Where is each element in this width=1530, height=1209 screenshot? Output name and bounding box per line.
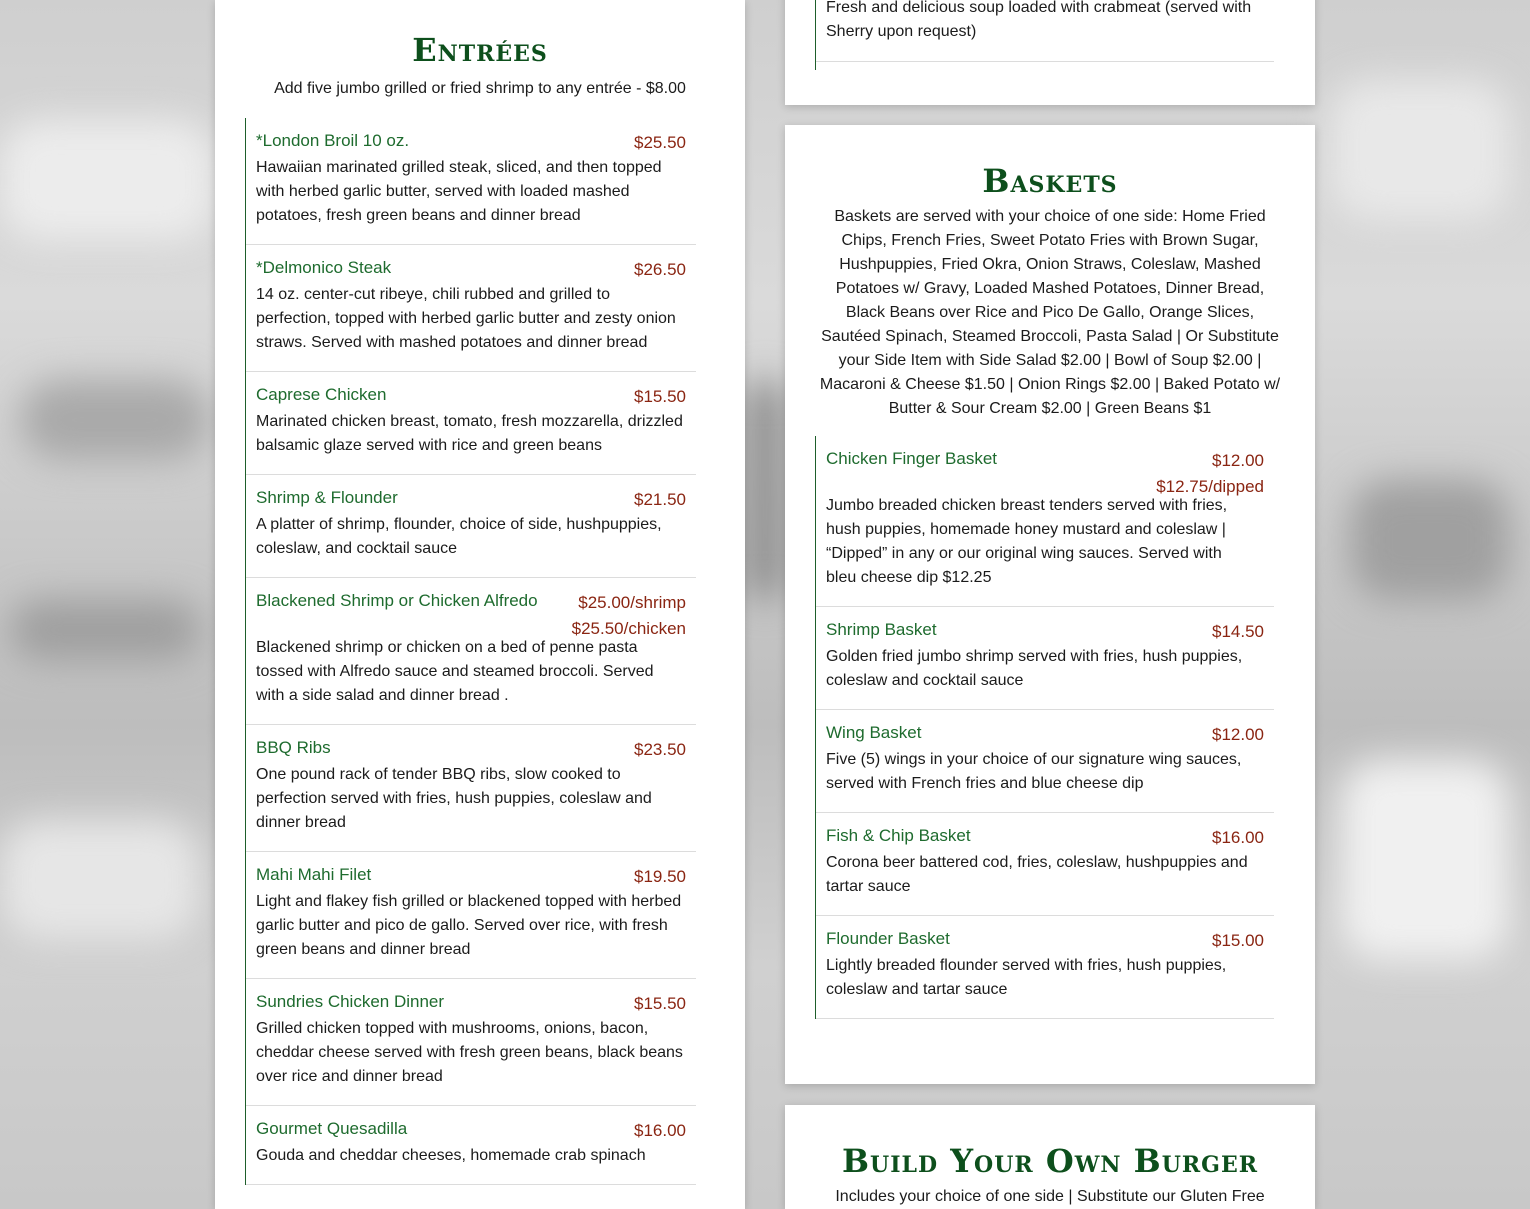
- list-item: [816, 436, 1274, 607]
- item-name: *Delmonico Steak: [256, 258, 392, 277]
- item-price: [1212, 619, 1264, 645]
- item-name: Gourmet Quesadilla: [256, 1119, 408, 1138]
- price-line: $14.50: [1212, 622, 1264, 641]
- baskets-card: [785, 125, 1315, 1084]
- item-description: Marinated chicken breast, tomato, fresh mozzarella, drizzled balsamic glaze served with rice and green beans: [256, 413, 683, 454]
- list-item: [816, 813, 1274, 916]
- price-line: $19.50: [634, 867, 686, 886]
- item-price: [634, 384, 686, 410]
- item-header: [256, 991, 686, 1017]
- item-name: Wing Basket: [826, 723, 922, 742]
- item-name: Caprese Chicken: [256, 385, 387, 404]
- item-description: Five (5) wings in your choice of our signature wing sauces, served with French fries and blue cheese dip: [826, 751, 1242, 792]
- baskets-list: [815, 436, 1274, 1019]
- item-header: [256, 487, 686, 513]
- list-item: [246, 852, 696, 979]
- item-header: [826, 928, 1264, 954]
- burger-card: [785, 1105, 1315, 1209]
- item-price: [1212, 722, 1264, 748]
- price-line: $15.50: [634, 387, 686, 406]
- item-name: Fish & Chip Basket: [826, 826, 971, 845]
- entrees-note: Add five jumbo grilled or fried shrimp to any entrée - $8.00: [274, 80, 686, 97]
- list-item: [246, 118, 696, 245]
- price-line: $15.50: [634, 994, 686, 1013]
- item-price: [634, 130, 686, 156]
- list-item: [246, 245, 696, 372]
- item-header: [826, 825, 1264, 851]
- list-item: [246, 372, 696, 475]
- item-price: [1212, 825, 1264, 851]
- item-description: Light and flakey fish grilled or blackened topped with herbed garlic butter and pico de gallo. Served over rice, with fresh green beans and dinner bread: [256, 893, 682, 958]
- list-item: [816, 916, 1274, 1019]
- price-line: $16.00: [1212, 828, 1264, 847]
- item-price: [634, 991, 686, 1017]
- item-name: Shrimp Basket: [826, 620, 937, 639]
- item-description: Jumbo breaded chicken breast tenders served with fries, hush puppies, homemade honey mustard and coleslaw | “Dipped” in any or our original wing sauces. Served with bleu cheese dip $12.25: [826, 497, 1228, 586]
- price-line: $12.00: [1212, 451, 1264, 470]
- item-price: [1156, 448, 1264, 500]
- item-name: Chicken Finger Basket: [826, 449, 998, 468]
- item-name: Flounder Basket: [826, 929, 950, 948]
- item-header: [256, 864, 686, 890]
- price-line: $25.00/shrimp: [578, 593, 686, 612]
- baskets-title: Baskets: [982, 162, 1118, 200]
- entrees-title: Entrées: [412, 31, 548, 69]
- list-item: [816, 0, 1274, 62]
- item-header: [826, 722, 1264, 748]
- item-price: [634, 257, 686, 283]
- item-description: Blackened shrimp or chicken on a bed of penne pasta tossed with Alfredo sauce and steamed broccoli. Served with a side salad and dinner bread .: [256, 639, 654, 704]
- price-line: $12.00: [1212, 725, 1264, 744]
- item-description: Fresh and delicious soup loaded with crabmeat (served with Sherry upon request): [826, 0, 1252, 40]
- price-line: $25.50/chicken: [571, 619, 686, 638]
- item-price: [634, 864, 686, 890]
- price-line: $23.50: [634, 740, 686, 759]
- item-header: [256, 590, 686, 642]
- item-name: Blackened Shrimp or Chicken Alfredo: [256, 591, 538, 610]
- price-line: $21.50: [634, 490, 686, 509]
- item-description: One pound rack of tender BBQ ribs, slow cooked to perfection served with fries, hush puppies, coleslaw and dinner bread: [256, 766, 652, 831]
- item-price: [1212, 928, 1264, 954]
- item-price: [634, 737, 686, 763]
- list-item: [246, 725, 696, 852]
- entrees-card: [215, 0, 745, 1209]
- item-name: Shrimp & Flounder: [256, 488, 398, 507]
- burger-note: Includes your choice of one side | Substitute our Gluten Free: [835, 1188, 1265, 1205]
- price-line: $25.50: [634, 133, 686, 152]
- item-header: [256, 1118, 686, 1144]
- item-description: Gouda and cheddar cheeses, homemade crab spinach: [256, 1147, 646, 1164]
- list-item: [246, 1106, 696, 1185]
- list-item: [816, 607, 1274, 710]
- price-line: $16.00: [634, 1121, 686, 1140]
- list-item: [246, 475, 696, 578]
- item-header: [256, 257, 686, 283]
- item-description: Hawaiian marinated grilled steak, sliced, and then topped with herbed garlic butter, served with loaded mashed potatoes, fresh green beans and dinner bread: [256, 159, 662, 224]
- entrees-list: [245, 118, 696, 1185]
- burger-title: Build Your Own Burger: [841, 1142, 1258, 1180]
- item-description: Lightly breaded flounder served with fries, hush puppies, coleslaw and tartar sauce: [826, 957, 1227, 998]
- list-item: [246, 578, 696, 725]
- item-name: Sundries Chicken Dinner: [256, 992, 445, 1011]
- item-price: [634, 1118, 686, 1144]
- item-price: [634, 487, 686, 513]
- item-header: [256, 384, 686, 410]
- price-line: $12.75/dipped: [1156, 477, 1264, 496]
- soup-card: [785, 0, 1315, 105]
- item-header: [826, 448, 1264, 500]
- item-description: A platter of shrimp, flounder, choice of side, hushpuppies, coleslaw, and cocktail sauce: [256, 516, 662, 557]
- list-item: [246, 979, 696, 1106]
- item-header: [256, 130, 686, 156]
- item-header: [256, 737, 686, 763]
- baskets-note: Baskets are served with your choice of one side: Home Fried Chips, French Fries, Sweet Potato Fries with Brown Sugar, Hushpuppies, Fried Okra, Onion Straws, Coleslaw, Mashed Potatoes w/ Gravy, Loaded Mashed Potatoes, Dinner Bread, Black Beans over Rice and Pico De Gallo, Orange Slices, Sautéed Spinach, Steamed Broccoli, Pasta Salad | Or Substitute your Side Item with Side Salad $2.00 | Bowl of Soup $2.00 | Macaroni & Cheese $1.50 | Onion Rings $2.00 | Baked Potato w/ Butter & Sour Cream $2.00 | Green Beans $1: [819, 208, 1281, 417]
- item-name: *London Broil 10 oz.: [256, 131, 410, 150]
- item-description: Corona beer battered cod, fries, coleslaw, hushpuppies and tartar sauce: [826, 854, 1248, 895]
- item-name: BBQ Ribs: [256, 738, 331, 757]
- price-line: $15.00: [1212, 931, 1264, 950]
- item-price: [572, 590, 686, 642]
- item-name: Mahi Mahi Filet: [256, 865, 372, 884]
- list-item: [816, 710, 1274, 813]
- price-line: $26.50: [634, 260, 686, 279]
- item-description: Golden fried jumbo shrimp served with fries, hush puppies, coleslaw and cocktail sauce: [826, 648, 1243, 689]
- soup-list: [815, 0, 1274, 70]
- item-description: Grilled chicken topped with mushrooms, onions, bacon, cheddar cheese served with fresh green beans, black beans over rice and dinner bread: [256, 1020, 683, 1085]
- item-header: [826, 619, 1264, 645]
- item-description: 14 oz. center-cut ribeye, chili rubbed and grilled to perfection, topped with herbed garlic butter and zesty onion straws. Served with mashed potatoes and dinner bread: [256, 286, 676, 351]
